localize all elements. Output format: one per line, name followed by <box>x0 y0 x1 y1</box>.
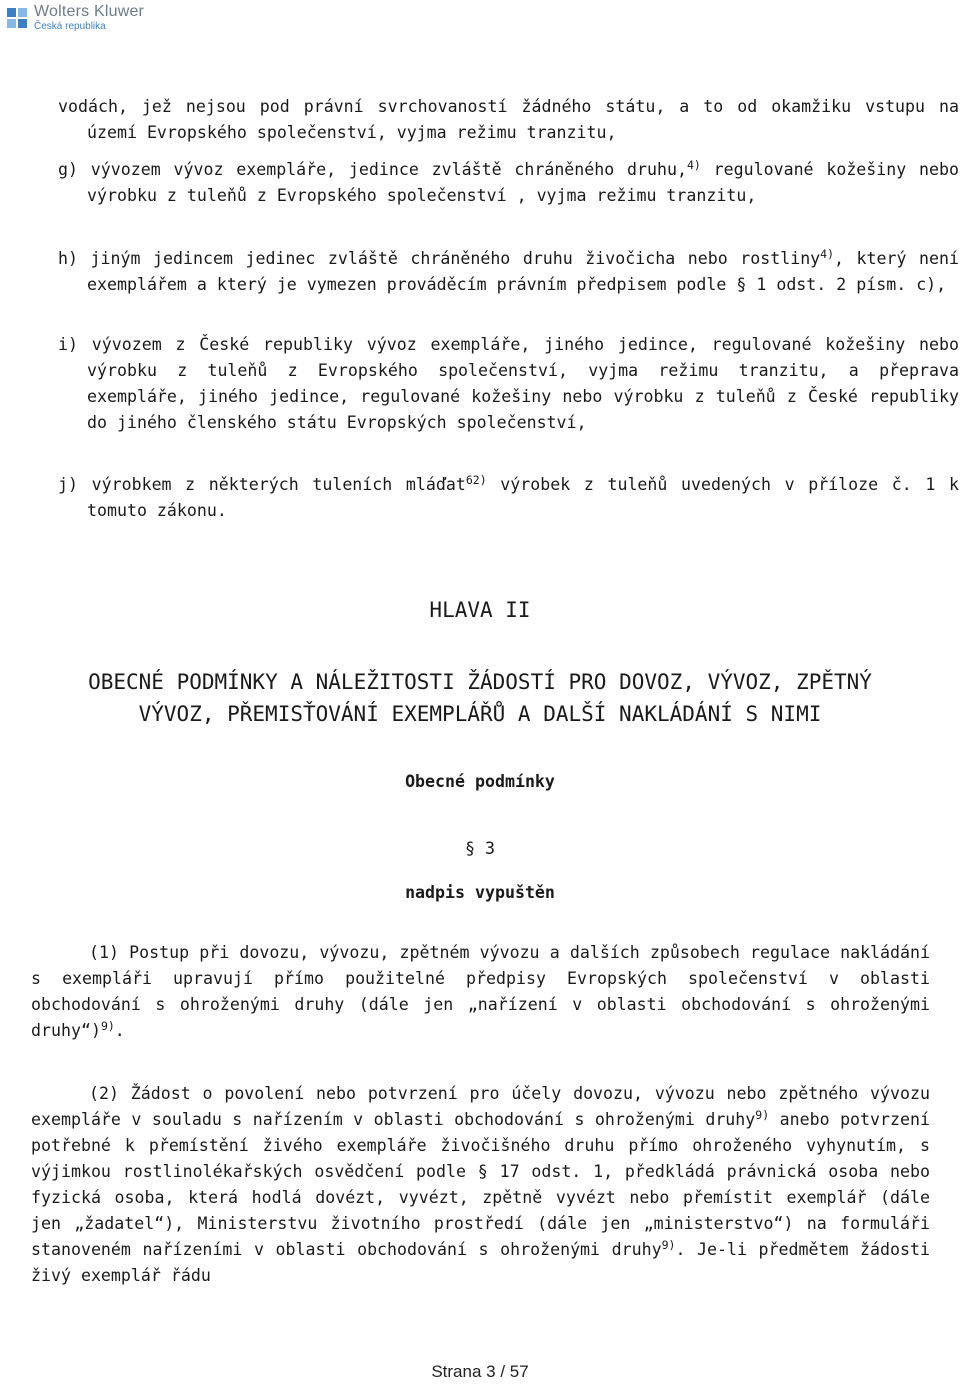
list-item-j <box>58 472 959 524</box>
footnote-ref[interactable]: 4) <box>687 158 701 172</box>
footnote-ref[interactable]: 62) <box>465 473 487 487</box>
part-title-line-2: VÝVOZ, PŘEMISŤOVÁNÍ EXEMPLÁŘŮ A DALŠÍ NAKLÁDÁNÍ S NIMI <box>138 702 822 726</box>
item-label: g) <box>58 160 78 179</box>
continuation-line: vodách, jež nejsou pod právní svrchovaností žádného státu, a to od okamžiku vstupu na území Evropského společenství, vyjma režimu tranzitu, <box>58 97 959 142</box>
item-text: výrobkem z některých tuleních mláďat <box>91 475 466 494</box>
footnote-ref[interactable]: 4) <box>820 247 835 261</box>
item-text-after: , který není exemplářem a který je vymezen prováděcím právním předpisem podle § 1 odst. 2 písm. c), <box>87 249 959 294</box>
item-text: vývozem vývoz exempláře, jedince zvláště chráněného druhu, <box>90 160 687 179</box>
item-text-after: výrobek z tuleňů uvedených v příloze č. 1 k tomuto zákonu. <box>87 475 959 520</box>
footnote-ref[interactable]: 9) <box>661 1238 676 1252</box>
paragraph-end: . <box>114 1021 125 1040</box>
item-text-after: regulované kožešiny nebo výrobku z tuleňů z Evropského společenství , vyjma režimu tranzitu, <box>87 160 960 205</box>
list-item-i <box>58 332 959 436</box>
item-label: h) <box>58 249 78 268</box>
brand-logo <box>4 4 144 32</box>
item-text: jiným jedincem jedinec zvláště chráněného druhu živočicha nebo rostliny <box>90 249 821 268</box>
paragraph-text-end: . Je-li předmětem žádosti živý exemplář řádu <box>31 1240 930 1285</box>
item-text: vývozem z České republiky vývoz exempláře, jiného jedince, regulované kožešiny nebo výrobku z tuleňů z Evropského společenství, vyjma režimu tranzitu, a přeprava exempláře, jiného jedince, regulované kožešiny nebo výrobku z tuleňů z České republiky do jiného členského státu Evropských společenství, <box>87 335 959 432</box>
part-title-line-1: OBECNÉ PODMÍNKY A NÁLEŽITOSTI ŽÁDOSTÍ PRO DOVOZ, VÝVOZ, ZPĚTNÝ <box>88 670 872 694</box>
paragraph-text-cont: anebo potvrzení potřebné k přemístění živého exempláře živočišného druhu přímo ohroženého vyhynutím, s výjimkou rostlinolékařských osvědčení podle § 17 odst. 1, předkládá právnická osoba nebo fyzická osoba, která hodlá dovézt, vyvézt, zpětně vyvézt nebo přemístit exemplář (dále jen „žadatel“), Ministerstvu životního prostředí (dále jen „ministerstvo“) na formuláři stanoveném nařízeními v oblasti obchodování s ohroženými druhy <box>31 1110 930 1259</box>
part-heading: HLAVA II <box>429 598 531 622</box>
paragraph-1 <box>31 940 930 1044</box>
brand-subtitle: Česká republika <box>34 21 106 32</box>
brand-name: Wolters Kluwer <box>34 3 145 20</box>
section-title: Obecné podmínky <box>405 772 555 791</box>
paragraph-text: (1) Postup při dovozu, vývozu, zpětném vývozu a dalších způsobech regulace nakládání s exempláři upravují přímo použitelné předpisy Evropských společenství v oblasti obchodování s ohroženými druhy (dále jen „nařízení v oblasti obchodování s ohroženými druhy“) <box>31 943 930 1040</box>
item-label: i) <box>58 335 78 354</box>
page-number: Strana 3 / 57 <box>431 1362 529 1381</box>
continuation-text <box>58 94 959 146</box>
footnote-ref[interactable]: 9) <box>755 1108 770 1122</box>
footnote-ref[interactable]: 9) <box>100 1019 115 1033</box>
list-item-h <box>58 246 959 298</box>
paragraph-2 <box>31 1081 930 1289</box>
paragraph-note: nadpis vypuštěn <box>405 883 555 902</box>
paragraph-number: § 3 <box>465 839 495 858</box>
wolters-kluwer-logo-icon <box>4 5 30 31</box>
paragraph-text: (2) Žádost o povolení nebo potvrzení pro účely dovozu, vývozu nebo zpětného vývozu exempláře v souladu s nařízením v oblasti obchodování s ohroženými druhy <box>31 1084 930 1129</box>
item-label: j) <box>58 475 78 494</box>
list-item-g <box>58 157 959 209</box>
